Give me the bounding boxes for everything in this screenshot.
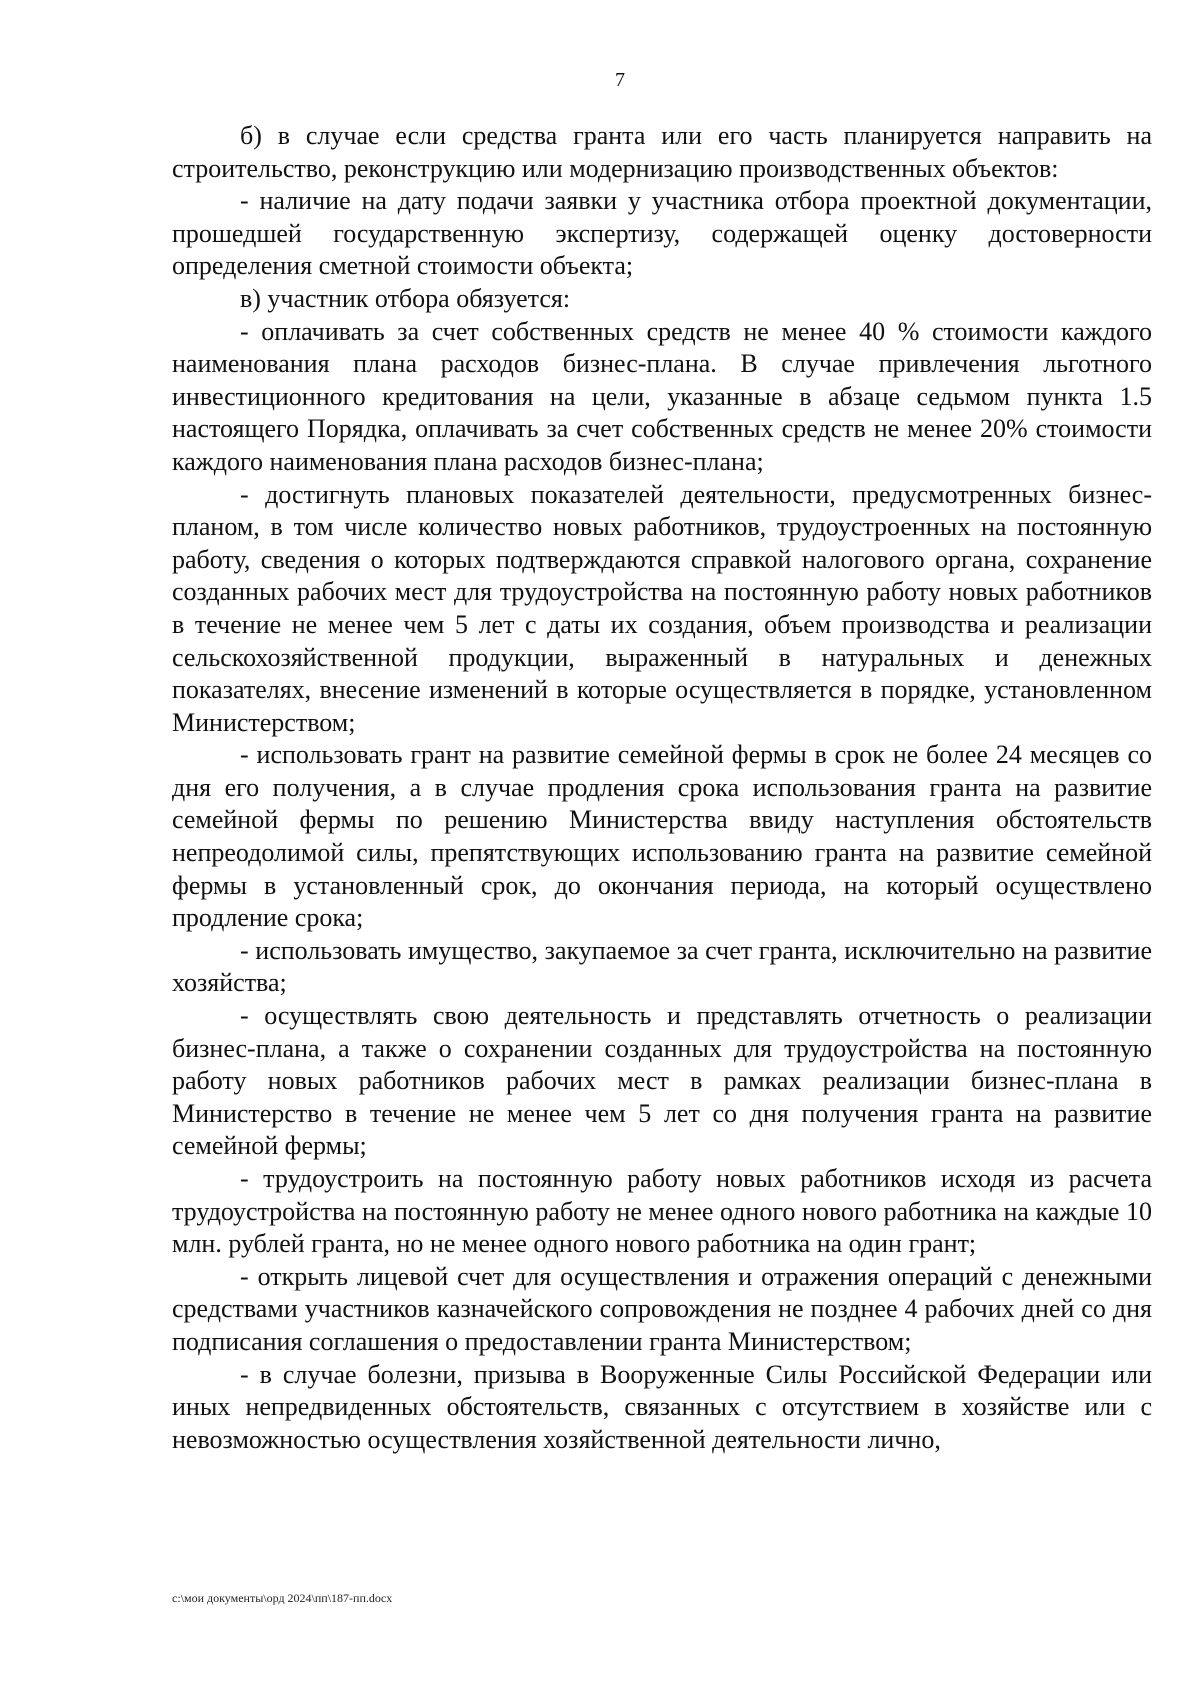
paragraph: - наличие на дату подачи заявки у участника отбора проектной документации, прошедшей государственную экспертизу, содержащей оценку достоверности определения сметной стоимости объекта; [172, 186, 1152, 281]
paragraph: - открыть лицевой счет для осуществления и отражения операций с денежными средствами участников казначейского сопровождения не позднее 4 рабочих дней со дня подписания соглашения о предоставлении гранта Министерством; [172, 1261, 1152, 1356]
footer-file-path: c:\мои документы\орд 2024\пп\187-пп.docx [172, 1591, 393, 1605]
paragraph: - использовать имущество, закупаемое за счет гранта, исключительно на развитие хозяйства; [172, 935, 1152, 998]
paragraph: - использовать грант на развитие семейной фермы в срок не более 24 месяцев со дня его получения, а в случае продления срока использования гранта на развитие семейной фермы по решению Министерства ввиду наступления обстоятельств непреодолимой силы, препятствующих использованию гранта на развитие семейной фермы в установленный срок, до окончания периода, на который осуществлено продление срока; [172, 740, 1152, 933]
document-body [172, 120, 1152, 1456]
paragraph: б) в случае если средства гранта или его часть планируется направить на строительство, реконструкцию или модернизацию производственных объектов: [172, 121, 1152, 183]
paragraph: - в случае болезни, призыва в Вооруженные Силы Российской Федерации или иных непредвиденных обстоятельств, связанных с отсутствием в хозяйстве или с невозможностью осуществления хозяйственной деятельности лично, [172, 1359, 1152, 1454]
page-number: 7 [615, 69, 625, 91]
paragraph: - оплачивать за счет собственных средств не менее 40 % стоимости каждого наименования плана расходов бизнес-плана. В случае привлечения льготного инвестиционного кредитования на цели, указанные в абзаце седьмом пункта 1.5 настоящего Порядка, оплачивать за счет собственных средств не менее 20% стоимости каждого наименования плана расходов бизнес-плана; [172, 316, 1152, 476]
paragraph: - достигнуть плановых показателей деятельности, предусмотренных бизнес-планом, в том числе количество новых работников, трудоустроенных на постоянную работу, сведения о которых подтверждаются справкой налогового органа, сохранение созданных рабочих мест для трудоустройства на постоянную работу новых работников в течение не менее чем 5 лет с даты их создания, объем производства и реализации сельскохозяйственной продукции, выраженный в натуральных и денежных показателях, внесение изменений в которые осуществляется в порядке, установленном Министерством; [172, 479, 1152, 737]
paragraph: - трудоустроить на постоянную работу новых работников исходя из расчета трудоустройства на постоянную работу не менее одного нового работника на каждые 10 млн. рублей гранта, но не менее одного нового работника на один грант; [172, 1164, 1152, 1259]
paragraph: - осуществлять свою деятельность и представлять отчетность о реализации бизнес-плана, а также о сохранении созданных для трудоустройства на постоянную работу новых работников рабочих мест в рамках реализации бизнес-плана в Министерство в течение не менее чем 5 лет со дня получения гранта на развитие семейной фермы; [172, 1001, 1152, 1161]
paragraph: в) участник отбора обязуется: [240, 283, 571, 313]
